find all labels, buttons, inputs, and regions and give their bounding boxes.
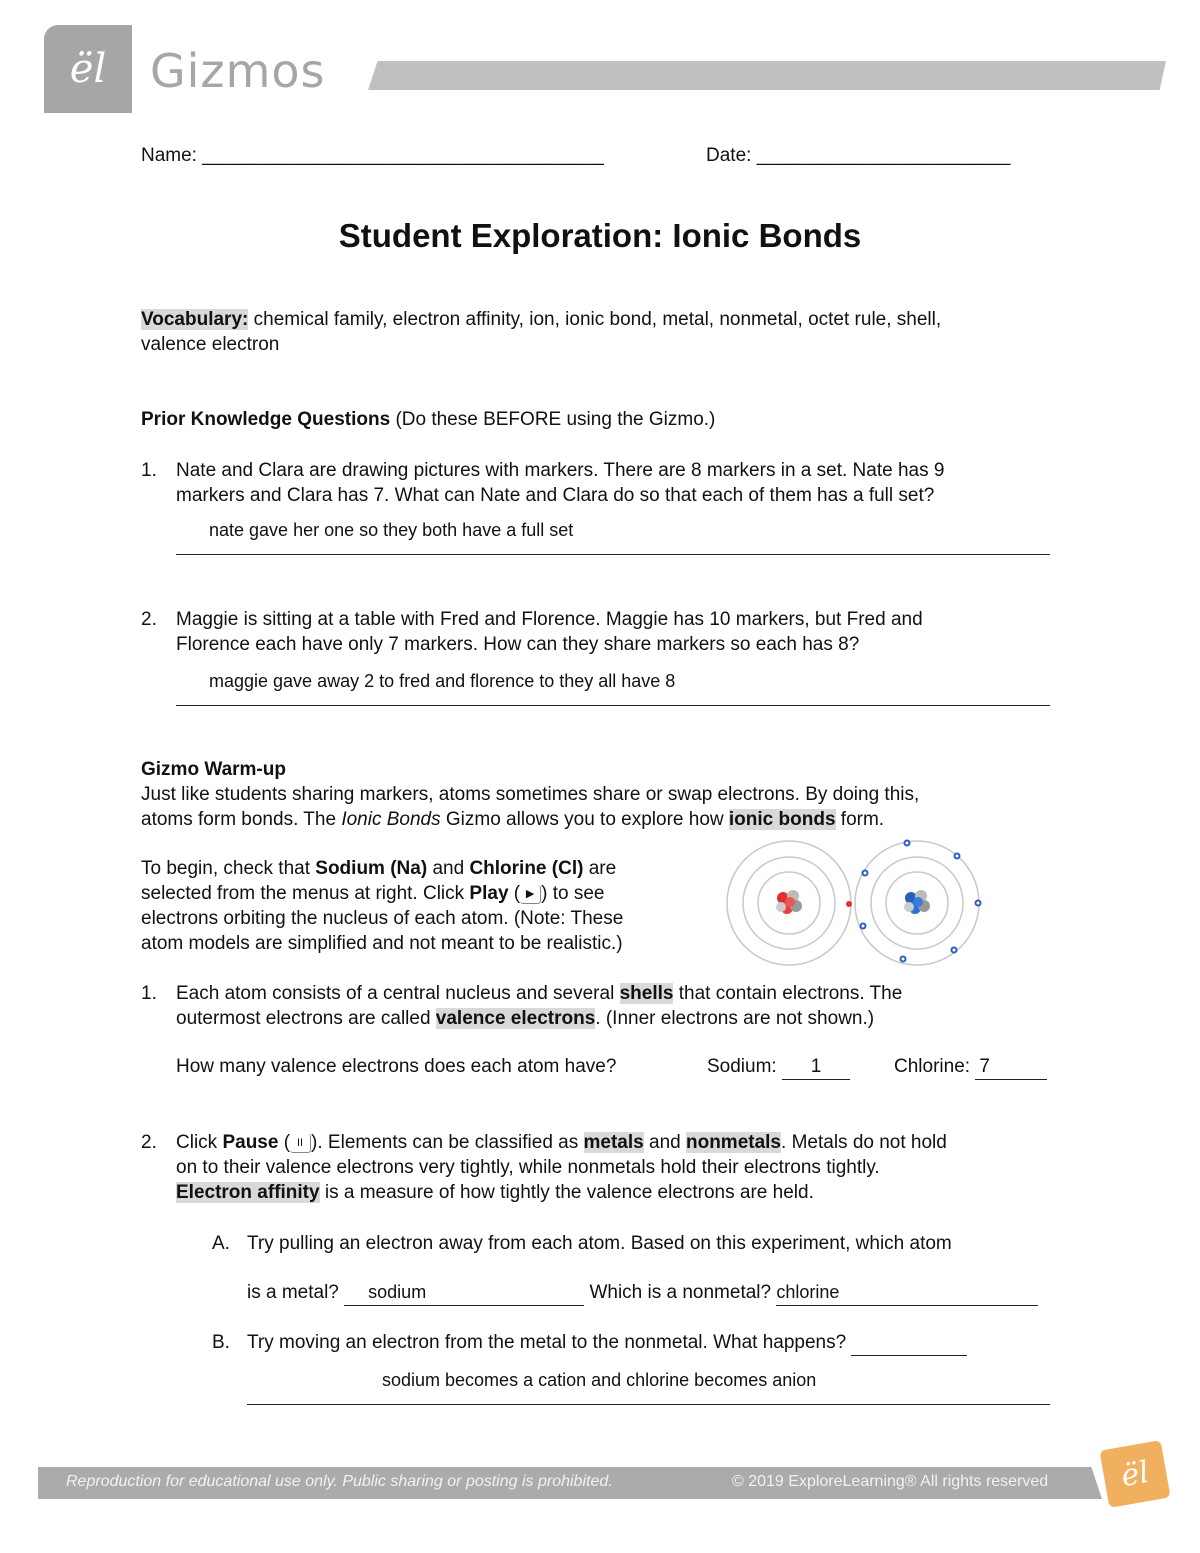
text: Try moving an electron from the metal to the nonmetal. What happens? (247, 1332, 847, 1353)
logo-glyph: ël (69, 46, 107, 92)
heading-note: (Do these BEFORE using the Gizmo.) (395, 409, 716, 430)
prompt: How many valence electrons does each atom have? (176, 1056, 617, 1077)
play-icon: ▶ (520, 885, 541, 904)
warmup-q1-number: 1. (141, 983, 157, 1004)
page-title: Student Exploration: Ionic Bonds (338, 217, 862, 254)
vocab-highlight: valence electrons (435, 1008, 596, 1029)
text: . (Inner electrons are not shown.) (595, 1008, 875, 1029)
name-label: Name: (141, 145, 197, 166)
name-blank[interactable]: ______________________________________ (202, 145, 604, 166)
question-number: 2. (141, 609, 157, 630)
answer-text[interactable]: sodium (368, 1282, 427, 1302)
metal-question: is a metal? (247, 1282, 339, 1303)
metal-answer-field[interactable] (344, 1280, 584, 1306)
text: selected from the menus at right. Click (141, 883, 470, 904)
chlorine-answer-field[interactable] (975, 1054, 1047, 1080)
sodium-answer-row (707, 1054, 850, 1080)
valence-question (176, 1054, 616, 1079)
vocab-highlight: Electron affinity (176, 1182, 320, 1203)
vocabulary-terms-cont: valence electron (141, 334, 280, 355)
footer-copyright: © 2019 ExploreLearning® All rights reserved (732, 1473, 1049, 1490)
text: . Metals do not hold (781, 1132, 947, 1153)
sodium-answer-field[interactable] (782, 1054, 850, 1080)
date-field[interactable] (706, 143, 1010, 168)
text: Each atom consists of a central nucleus and several (176, 983, 620, 1004)
warmup-text: atoms form bonds. The (141, 809, 342, 830)
text: outermost electrons are called (176, 1008, 436, 1029)
q-line: Nate and Clara are drawing pictures with markers. There are 8 markers in a set. Nate has 9 (176, 460, 945, 481)
date-label: Date: (706, 145, 752, 166)
header-bar (368, 61, 1166, 90)
vocab-highlight: nonmetals (685, 1132, 782, 1153)
answer-text[interactable]: chlorine (776, 1282, 840, 1302)
text: To begin, check that (141, 858, 316, 879)
part-a-text: Try pulling an electron away from each atom. Based on this experiment, which atom (247, 1233, 952, 1254)
chlorine-bold: Chlorine (Cl) (469, 858, 584, 879)
text: ) to see (541, 883, 605, 904)
text: ( (508, 883, 521, 904)
warmup-section (141, 757, 919, 832)
q-line: markers and Clara has 7. What can Nate and Clara do so that each of them has a full set? (176, 485, 935, 506)
answer-field-2[interactable] (176, 671, 1050, 706)
warmup-text: Gizmo allows you to explore how (440, 809, 729, 830)
text: electrons orbiting the nucleus of each atom. (Note: These (141, 908, 624, 929)
answer-text[interactable]: 7 (979, 1056, 990, 1077)
warmup-heading: Gizmo Warm-up (141, 759, 286, 780)
sodium-nucleus (776, 890, 802, 914)
prior-question-1 (141, 458, 157, 483)
sodium-bold: Sodium (Na) (315, 858, 428, 879)
answer-text[interactable]: nate gave her one so they both have a full set (209, 520, 574, 540)
nonmetal-answer-field[interactable] (776, 1280, 1038, 1306)
part-a-answers (247, 1280, 1038, 1306)
answer-text[interactable]: 1 (810, 1056, 822, 1077)
vocabulary (141, 307, 941, 357)
part-b-answer-field[interactable] (247, 1370, 1050, 1405)
part-b-blank[interactable] (851, 1330, 967, 1356)
warmup-q2 (176, 1130, 947, 1205)
warmup-instructions (141, 856, 623, 956)
text: that contain electrons. The (673, 983, 903, 1004)
play-bold: Play (469, 883, 509, 904)
text: ( (278, 1132, 291, 1153)
pause-bold: Pause (222, 1132, 279, 1153)
prior-knowledge-heading (141, 407, 715, 432)
q-line: Maggie is sitting at a table with Fred and Florence. Maggie has 10 markers, but Fred and (176, 609, 923, 630)
part-b-text (247, 1330, 967, 1356)
answer-text[interactable]: sodium becomes a cation and chlorine becomes anion (382, 1370, 817, 1390)
vocab-highlight: shells (619, 983, 674, 1004)
vocab-highlight: ionic bonds (728, 809, 836, 830)
part-a-letter: A. (212, 1233, 230, 1254)
atom-models-figure (725, 838, 990, 968)
pause-icon: II (290, 1134, 311, 1153)
text: are (583, 858, 617, 879)
text: and (427, 858, 470, 879)
vocabulary-terms: chemical family, electron affinity, ion, ionic bond, metal, nonmetal, octet rule, shell, (253, 309, 942, 330)
warmup-text: form. (835, 809, 885, 830)
explorelearning-logo (44, 25, 132, 113)
text: ). Elements can be classified as (311, 1132, 584, 1153)
prior-question-2-text (176, 607, 923, 657)
chlorine-nucleus (904, 890, 930, 914)
warmup-text: Just like students sharing markers, atoms sometimes share or swap electrons. By doing this, (141, 784, 920, 805)
name-field[interactable] (141, 143, 604, 168)
text: is a measure of how tightly the valence electrons are held. (319, 1182, 814, 1203)
vocabulary-label: Vocabulary: (141, 309, 249, 330)
warmup-q2-number: 2. (141, 1132, 157, 1153)
nonmetal-question: Which is a nonmetal? (589, 1282, 772, 1303)
gizmo-name: Ionic Bonds (341, 809, 441, 830)
date-blank[interactable]: ________________________ (756, 145, 1011, 166)
prior-question-1-text (176, 458, 944, 508)
part-b-letter: B. (212, 1332, 230, 1353)
transfer-electron (846, 901, 852, 907)
question-number: 1. (141, 460, 157, 481)
footer-disclaimer: Reproduction for educational use only. Public sharing or posting is prohibited. (66, 1473, 613, 1490)
chlorine-answer-row (894, 1054, 1047, 1080)
answer-field-1[interactable] (176, 520, 1050, 555)
heading-text: Prior Knowledge Questions (141, 409, 391, 430)
text: and (643, 1132, 686, 1153)
chlorine-label: Chlorine: (894, 1056, 971, 1077)
answer-text[interactable]: maggie gave away 2 to fred and florence to they all have 8 (209, 671, 676, 691)
warmup-q1 (176, 981, 902, 1031)
text: on to their valence electrons very tightly, while nonmetals hold their electrons tightly. (176, 1157, 880, 1178)
prior-question-2 (141, 607, 157, 632)
brand-title: Gizmos (150, 44, 326, 98)
vocab-highlight: metals (583, 1132, 644, 1153)
footer-logo (1099, 1440, 1170, 1508)
q-line: Florence each have only 7 markers. How can they share markers so each has 8? (176, 634, 860, 655)
sodium-label: Sodium: (707, 1056, 777, 1077)
logo-glyph: ël (1118, 1454, 1152, 1494)
text: atom models are simplified and not meant to be realistic.) (141, 933, 623, 954)
text: Click (176, 1132, 223, 1153)
